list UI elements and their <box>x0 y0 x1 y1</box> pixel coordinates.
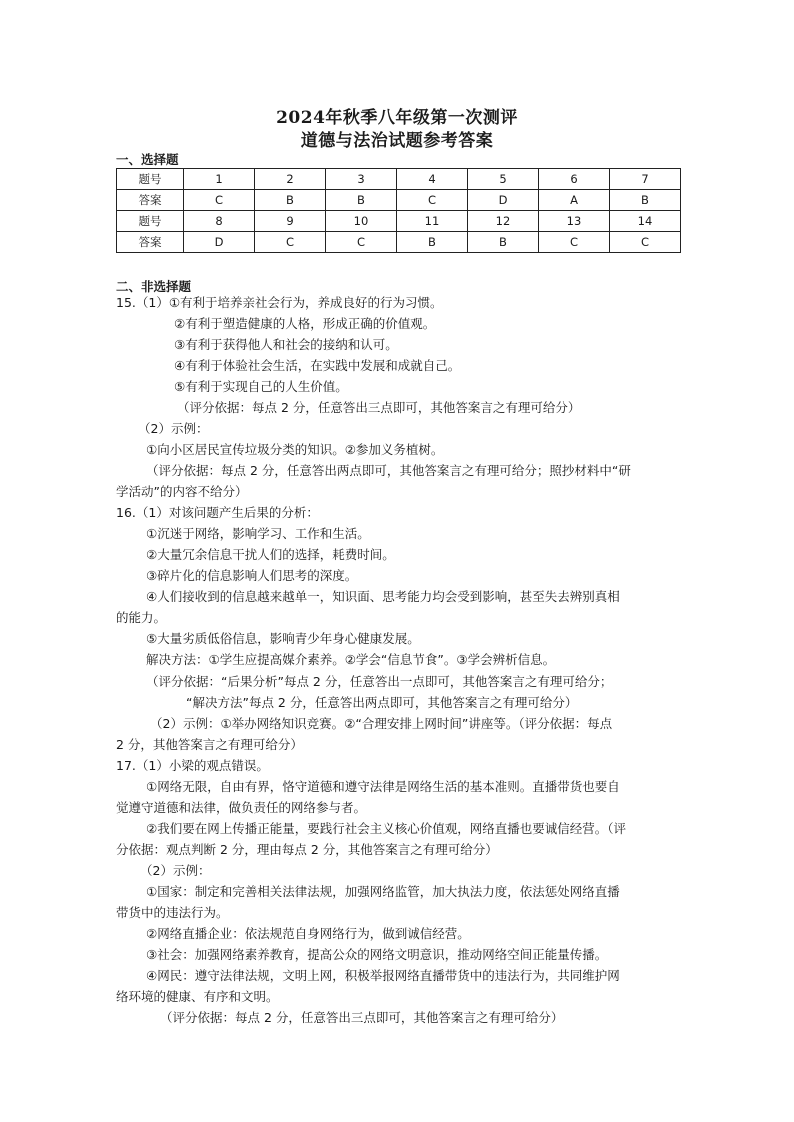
answer-line: ①沉迷于网络，影响学习、工作和生活。 <box>146 526 370 541</box>
answer-line: ②有利于塑造健康的人格，形成正确的价值观。 <box>174 316 436 331</box>
table-cell: 7 <box>610 169 681 190</box>
answer-line: （评分依据：每点 2 分，任意答出两点即可，其他答案言之有理可给分；照抄材料中“研 <box>146 463 631 478</box>
answer-line: 解决方法：①学生应提高媒介素养。②学会“信息节食”。③学会辨析信息。 <box>146 652 556 667</box>
table-row <box>117 190 681 211</box>
page-title: 2024年秋季八年级第一次测评 <box>276 108 518 128</box>
table-cell: B <box>610 190 681 211</box>
answer-line: ③碎片化的信息影响人们思考的深度。 <box>146 568 358 583</box>
table-cell: 9 <box>255 211 326 232</box>
answer-line: （2）示例： <box>140 863 211 878</box>
table-row-header: 答案 <box>117 232 184 253</box>
table-cell: B <box>326 190 397 211</box>
answer-line: ①向小区居民宣传垃圾分类的知识。②参加义务植树。 <box>146 442 444 457</box>
table-row-header: 题号 <box>117 211 184 232</box>
answer-line: （2）示例： <box>138 421 209 436</box>
answer-line: （评分依据：每点 2 分，任意答出三点即可，其他答案言之有理可给分） <box>160 1010 564 1025</box>
answer-line: “解决方法”每点 2 分，任意答出两点即可，其他答案言之有理可给分） <box>186 695 578 710</box>
answer-line: 带货中的违法行为。 <box>116 905 229 920</box>
answer-line: ⑤有利于实现自己的人生价值。 <box>174 379 348 394</box>
answer-line: ②网络直播企业：依法规范自身网络行为，做到诚信经营。 <box>146 926 470 941</box>
table-cell: A <box>539 190 610 211</box>
answer-line: 觉遵守道德和法律，做负责任的网络参与者。 <box>116 800 367 815</box>
table-cell: 13 <box>539 211 610 232</box>
answer-line: 2 分，其他答案言之有理可给分） <box>116 737 303 752</box>
table-cell: C <box>184 190 255 211</box>
table-cell: 11 <box>397 211 468 232</box>
table-cell: 5 <box>468 169 539 190</box>
answer-line: （2）示例：①举办网络知识竞赛。②“合理安排上网时间”讲座等。（评分依据：每点 <box>150 716 613 731</box>
answer-line: 络环境的健康、有序和文明。 <box>116 989 279 1004</box>
answer-line: ⑤大量劣质低俗信息，影响青少年身心健康发展。 <box>146 631 420 646</box>
table-cell: C <box>326 232 397 253</box>
answer-line: 分依据：观点判断 2 分，理由每点 2 分，其他答案言之有理可给分） <box>116 842 498 857</box>
answer-line: ②我们要在网上传播正能量，要践行社会主义核心价值观，网络直播也要诚信经营。（评 <box>146 821 626 836</box>
table-cell: 1 <box>184 169 255 190</box>
answer-line: ③有利于获得他人和社会的接纳和认可。 <box>174 337 398 352</box>
answer-line: ①国家：制定和完善相关法律法规，加强网络监管，加大执法力度，依法惩处网络直播 <box>146 884 620 899</box>
table-cell: 10 <box>326 211 397 232</box>
table-row <box>117 211 681 232</box>
table-cell: 2 <box>255 169 326 190</box>
table-row <box>117 232 681 253</box>
answer-line: ②大量冗余信息干扰人们的选择，耗费时间。 <box>146 547 395 562</box>
choice-answer-table <box>116 168 681 253</box>
section-heading-choice: 一、选择题 <box>116 152 179 167</box>
table-cell: C <box>539 232 610 253</box>
answer-line: ④网民：遵守法律法规，文明上网，积极举报网络直播带货中的违法行为，共同维护网 <box>146 968 620 983</box>
page-subtitle: 道德与法治试题参考答案 <box>300 131 494 151</box>
table-cell: D <box>184 232 255 253</box>
answer-line: （评分依据：每点 2 分，任意答出三点即可，其他答案言之有理可给分） <box>177 400 581 415</box>
answer-line: 的能力。 <box>116 610 167 625</box>
table-row <box>117 169 681 190</box>
table-cell: B <box>468 232 539 253</box>
table-cell: B <box>397 232 468 253</box>
table-cell: 4 <box>397 169 468 190</box>
table-cell: 6 <box>539 169 610 190</box>
table-cell: 12 <box>468 211 539 232</box>
table-cell: C <box>610 232 681 253</box>
answer-line: ③社会：加强网络素养教育，提高公众的网络文明意识，推动网络空间正能量传播。 <box>146 947 608 962</box>
table-cell: 3 <box>326 169 397 190</box>
answer-line: 15.（1）①有利于培养亲社会行为，养成良好的行为习惯。 <box>116 295 443 310</box>
table-row-header: 题号 <box>117 169 184 190</box>
answer-line: ④人们接收到的信息越来越单一，知识面、思考能力均会受到影响，甚至失去辨别真相 <box>146 589 620 604</box>
answer-line: ①网络无限，自由有界，恪守道德和遵守法律是网络生活的基本准则。直播带货也要自 <box>146 779 620 794</box>
answer-line: 17.（1）小梁的观点错误。 <box>116 758 269 773</box>
table-row-header: 答案 <box>117 190 184 211</box>
table-cell: B <box>255 190 326 211</box>
table-cell: 8 <box>184 211 255 232</box>
answer-line: （评分依据：“后果分析”每点 2 分，任意答出一点即可，其他答案言之有理可给分； <box>146 674 613 689</box>
table-cell: D <box>468 190 539 211</box>
section-heading-non-choice: 二、非选择题 <box>116 279 192 294</box>
answer-line: ④有利于体验社会生活，在实践中发展和成就自己。 <box>174 358 461 373</box>
answer-line: 16.（1）对该问题产生后果的分析： <box>116 505 319 520</box>
table-cell: C <box>397 190 468 211</box>
table-cell: C <box>255 232 326 253</box>
table-cell: 14 <box>610 211 681 232</box>
answer-line: 学活动”的内容不给分） <box>116 484 248 499</box>
